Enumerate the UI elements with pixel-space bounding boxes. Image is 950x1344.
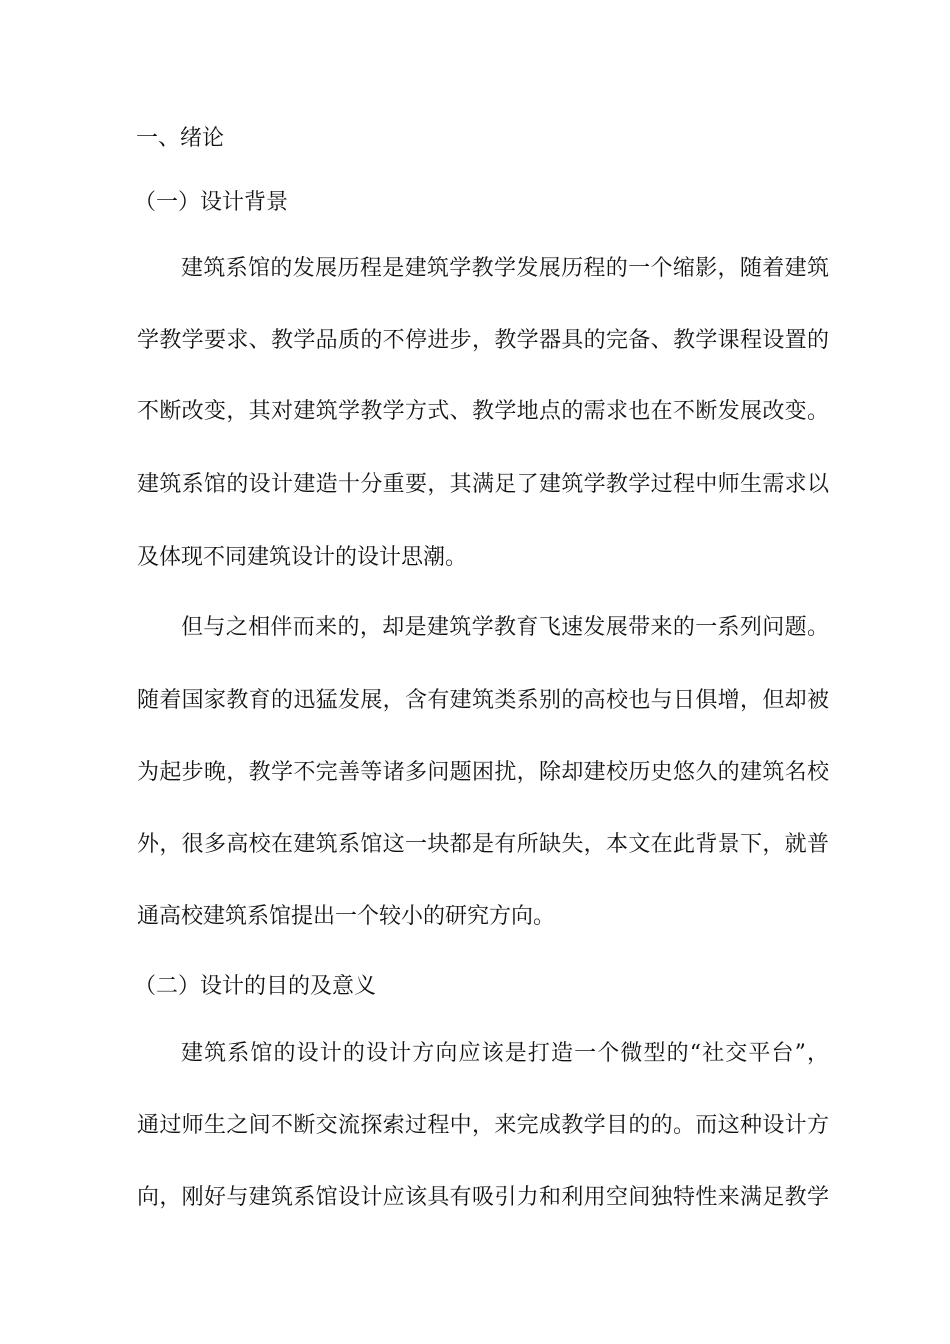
paragraph-line: 及体现不同建筑设计的设计思潮。 (137, 545, 468, 570)
paragraph-line: 建筑系馆的设计的设计方向应该是打造一个微型的“社交平台”， (181, 1041, 829, 1066)
paragraph-line: 为起步晚，教学不完善等诸多问题困扰，除却建校历史悠久的建筑名校 (137, 760, 829, 785)
paragraph-line: 建筑系馆的发展历程是建筑学教学发展历程的一个缩影，随着建筑 (181, 256, 829, 281)
paragraph-line: 外，很多高校在建筑系馆这一块都是有所缺失，本文在此背景下，就普 (137, 832, 829, 857)
paragraph-line: 通高校建筑系馆提出一个较小的研究方向。 (137, 904, 556, 929)
paragraph-line: 学教学要求、教学品质的不停进步，教学器具的完备、教学课程设置的 (137, 328, 829, 353)
section-heading-purpose: （二）设计的目的及意义 (134, 974, 377, 999)
paragraph-line: 但与之相伴而来的，却是建筑学教育飞速发展带来的一系列问题。 (181, 615, 829, 640)
section-heading-background: （一）设计背景 (134, 190, 289, 215)
paragraph-line: 随着国家教育的迅猛发展，含有建筑类系别的高校也与日俱增，但却被 (137, 688, 829, 713)
paragraph-line: 向，刚好与建筑系馆设计应该具有吸引力和利用空间独特性来满足教学 (137, 1185, 829, 1210)
paragraph-line: 不断改变，其对建筑学教学方式、教学地点的需求也在不断发展改变。 (137, 399, 829, 424)
chapter-heading: 一、绪论 (136, 126, 225, 151)
paragraph-line: 通过师生之间不断交流探索过程中，来完成教学目的的。而这种设计方 (137, 1113, 829, 1138)
paragraph-line: 建筑系馆的设计建造十分重要，其满足了建筑学教学过程中师生需求以 (137, 472, 829, 497)
